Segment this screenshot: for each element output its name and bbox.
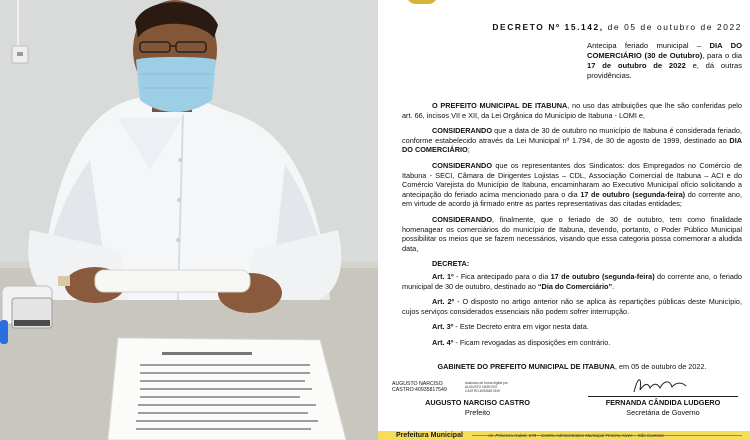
article-text: - Fica antecipado para o dia — [453, 271, 551, 281]
decree-document — [378, 0, 750, 440]
article-label: Art. 1º — [432, 271, 454, 281]
mayor-title: O PREFEITO MUNICIPAL DE ITABUNA — [432, 101, 568, 110]
new-date: 17 de outubro (segunda-feira) — [550, 271, 655, 281]
considering-label: CONSIDERANDO — [432, 126, 492, 136]
article-text: - O disposto no artigo anterior não se aplica às repartições públicas deste Município, cujos serviços considerados essenciais não podem sofrer interrupção. — [402, 297, 742, 316]
article-text: - Este Decreto entra em vigor nesta data. — [453, 322, 589, 332]
footer-brand: Prefeitura Municipal — [396, 432, 463, 439]
paragraph-text: do corrente ano, em virtude de acordo já firmado entre as partes representativas das citadas entidades; — [402, 189, 743, 209]
signer-left-name: AUGUSTO NARCISO CASTRO — [425, 398, 530, 407]
digital-signature-note: Assinado de forma digital por AUGUSTO NARCISO CASTRO:40935817549 — [465, 381, 508, 393]
considering-paragraph-3 — [402, 215, 742, 253]
summary-text: Antecipa feriado municipal – — [587, 41, 710, 50]
handwritten-signature-icon — [630, 374, 690, 398]
gabinete-title: GABINETE DO PREFEITO MUNICIPAL DE ITABUNA — [437, 362, 615, 371]
article-1 — [402, 272, 742, 291]
paragraph-text: , finalmente, que o feriado de 30 de outubro, tem como finalidade homenagear os comerciários do município de Itabuna, devendo, portanto, o Poder Público Municipal possibilitar os meios que se fazem necessários, visando que essa categoria possa comemorar a aludida data, — [402, 214, 742, 253]
paragraph-text: ; — [467, 145, 470, 155]
paragraph-text: que a data de 30 de outubro no município de Itabuna é considerada feriado, conforme estabelecido através da Lei Municipal nº 1.794, de 30 de agosto de 1999, destinado ao — [402, 126, 742, 145]
signer-right-name: FERNANDA CÂNDIDA LUDGERO — [605, 398, 721, 407]
holiday-name: DIA DO COMERCIÁRIO — [402, 135, 742, 155]
decreta-label: DECRETA: — [432, 259, 470, 269]
gabinete-line — [402, 362, 742, 371]
paragraph-text: que os representantes dos Sindicatos: dos Empregados no Comércio de Itabuna - SECI, Câmara de Dirigentes Lojistas – CDL, Associação Comercial de Itabuna – ACI e do Comércio Varejista do Município de Itabuna, encaminharam ao Executivo Municipal ofício solicitando a antecipação do feriado acima mencionado para o dia — [402, 160, 742, 199]
considering-label: CONSIDERANDO — [432, 160, 492, 170]
article-label: Art. 3º — [432, 322, 454, 332]
article-text: . — [612, 281, 615, 291]
considering-paragraph-2 — [402, 161, 742, 209]
intro-paragraph — [402, 101, 742, 120]
digital-signature-stamp — [392, 381, 462, 393]
intro-text: , no uso das atribuições que lhe são conferidas pelo art. 66, incisos VII e XII, da Lei Orgânica do Município de Itabuna - LOMI e, — [402, 101, 742, 120]
decree-number: DECRETO Nº 15.142, — [492, 22, 604, 32]
considering-label: CONSIDERANDO — [432, 214, 492, 224]
decree-body — [402, 101, 742, 353]
decree-date: de 05 de outubro de 2022 — [607, 22, 742, 32]
article-2 — [402, 297, 742, 316]
digital-signature-name: AUGUSTO NARCISO — [392, 381, 443, 387]
digital-signature-id: CASTRO:40935817549 — [392, 387, 447, 393]
letterhead-footer — [378, 431, 750, 440]
summary-text: e, dá outras providências. — [587, 61, 742, 80]
signer-left-role: Prefeito — [464, 408, 491, 417]
summary-holiday: DIA DO COMERCIÁRIO (30 de Outubro) — [587, 41, 743, 60]
footer-address: Av. Princesa Isabel, 678 – Centro Administrativo Municipal Firmino Alves – São Caetano — [488, 433, 664, 438]
signature-line — [588, 396, 738, 397]
article-label: Art. 2º — [432, 297, 455, 307]
article-4 — [402, 338, 742, 348]
article-text: - Ficam revogadas as disposições em contrário. — [453, 337, 611, 347]
considering-paragraph-1 — [402, 126, 742, 155]
decree-summary — [587, 41, 742, 81]
holiday-name: “Dia do Comerciário” — [537, 281, 613, 291]
gabinete-date: , em 05 de outubro de 2022. — [614, 362, 707, 371]
signer-right-role: Secretária de Governo — [626, 408, 700, 417]
summary-text: , para o dia — [702, 51, 743, 60]
article-3 — [402, 322, 742, 332]
decree-heading — [492, 22, 742, 32]
new-date: 17 de outubro (segunda-feira) — [580, 189, 686, 199]
article-text: do corrente ano, o feriado municipal de 30 de outubro, destinado ao — [402, 271, 742, 291]
municipal-seal-icon — [406, 0, 438, 4]
summary-new-date: 17 de outubro de 2022 — [587, 61, 686, 70]
article-label: Art. 4º — [432, 337, 454, 347]
